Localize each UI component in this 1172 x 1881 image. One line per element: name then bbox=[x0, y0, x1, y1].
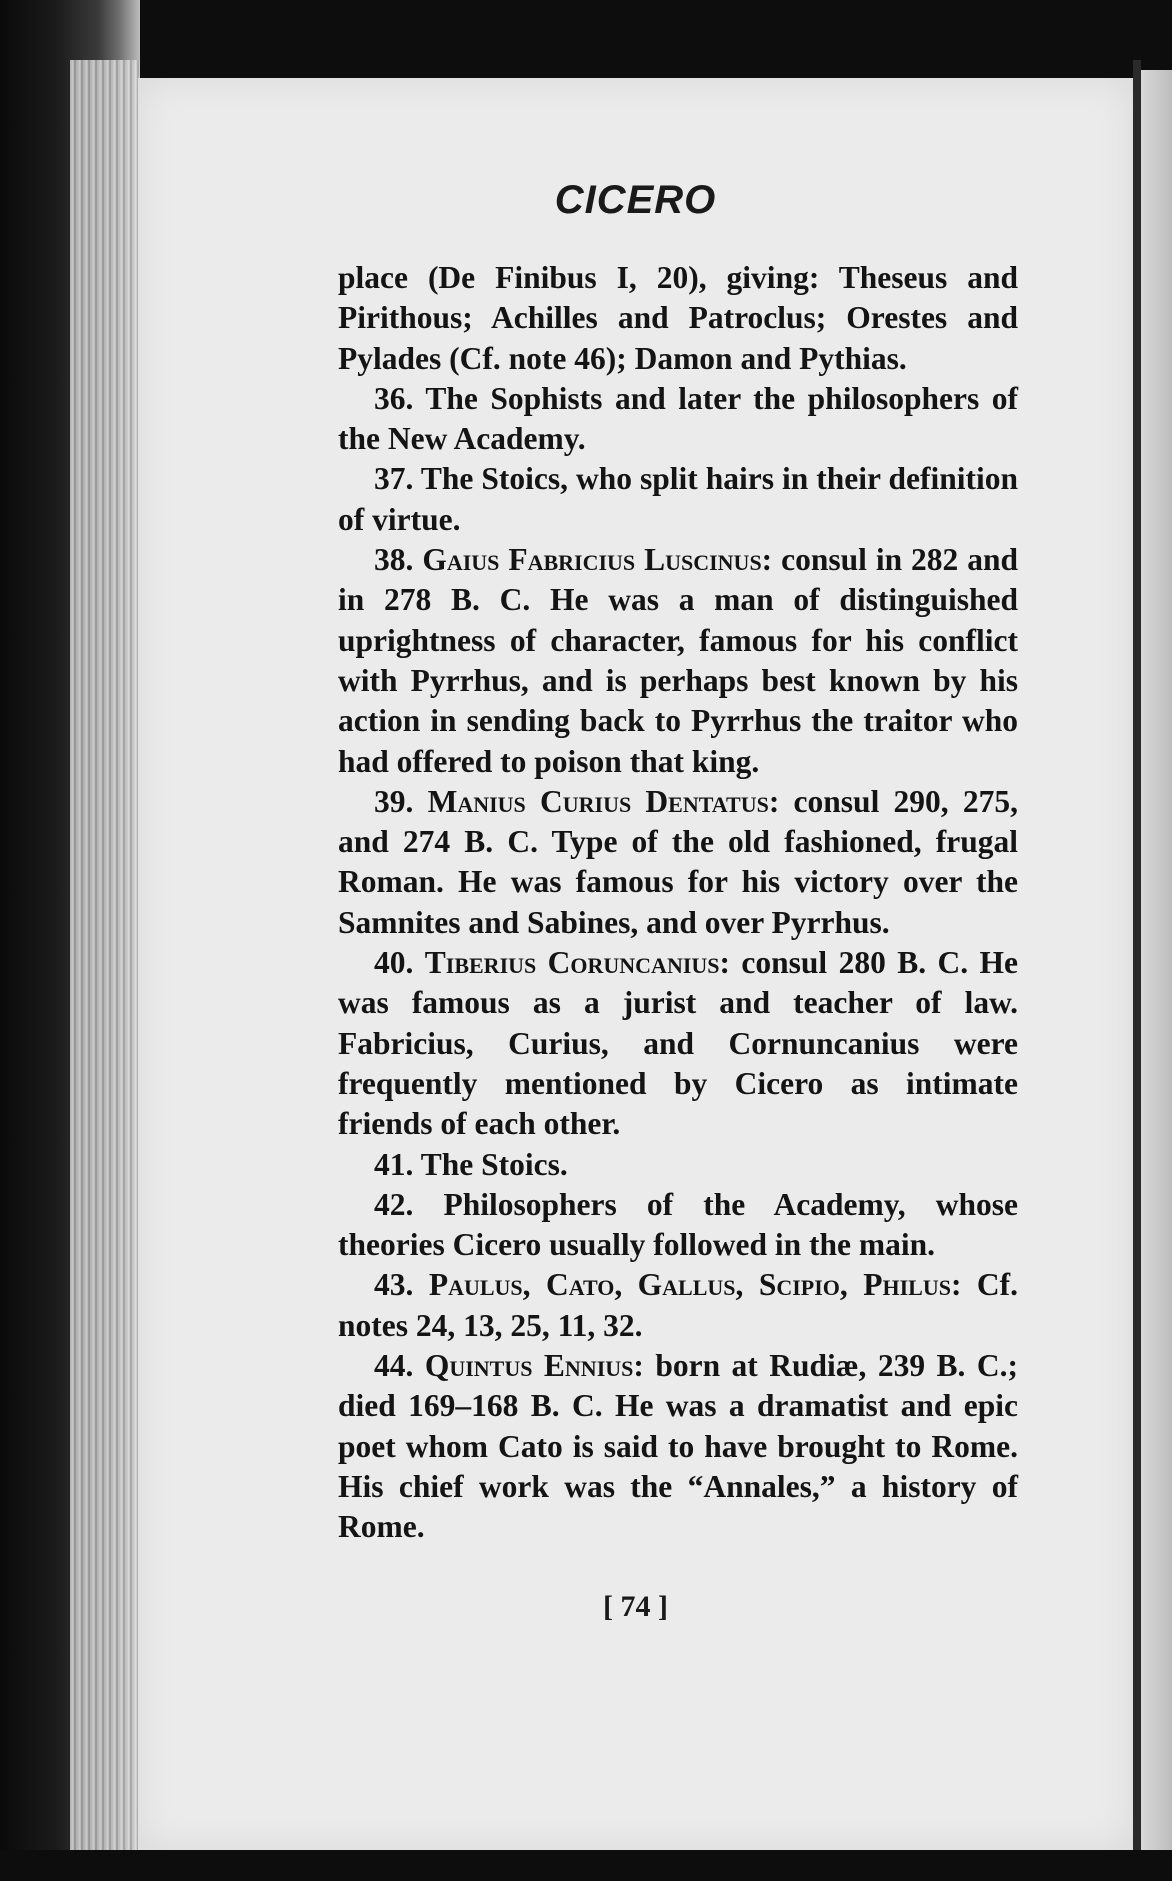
note-39 bbox=[338, 782, 1018, 943]
note-42 bbox=[338, 1185, 1018, 1266]
note-text: Cf. notes 24, 13, 25, 11, 32. bbox=[338, 1267, 1019, 1343]
page-text bbox=[338, 258, 1018, 1548]
note-text: consul in 282 and in 278 B. C. He was a man of distinguished uprightness of character, famous for his conflict with Pyrrhus, and is perhaps best known by his action in sending back to Pyrrhus the traitor who had offered to poison that king. bbox=[338, 542, 1019, 779]
note-text: Philosophers of the Academy, whose theories Cicero usually followed in the main. bbox=[338, 1186, 1019, 1263]
note-text: consul 280 B. C. He was famous as a jurist and teacher of law. Fabricius, Curius, and Cornuncanius were frequently mentioned by Cicero as intimate friends of each other. bbox=[338, 945, 1018, 1142]
note-number: 38. bbox=[374, 542, 414, 578]
note-41 bbox=[338, 1145, 1018, 1185]
note-number: 42. bbox=[374, 1186, 414, 1222]
note-44 bbox=[338, 1346, 1018, 1547]
facing-page-gutter bbox=[1133, 60, 1141, 1850]
note-text: born at Rudiæ, 239 B. C.; died 169–168 B. C. He was a dramatist and epic poet whom Cato is said to have brought to Rome. His chief work was the “Annales,” a history of Rome. bbox=[338, 1348, 1018, 1545]
scan-border-bottom bbox=[0, 1850, 1172, 1881]
note-38 bbox=[338, 540, 1018, 782]
note-number: 41. bbox=[374, 1146, 414, 1182]
page-block-edge bbox=[70, 60, 140, 1860]
note-number: 39. bbox=[374, 783, 414, 819]
note-number: 37. bbox=[374, 461, 414, 497]
note-number: 40. bbox=[374, 945, 414, 981]
continuation-paragraph: place (De Finibus I, 20), giving: Theseus and Pirithous; Achilles and Patroclus; Orestes and Pylades (Cf. note 46); Damon and Pythias. bbox=[338, 260, 1018, 376]
note-text: The Stoics. bbox=[420, 1146, 568, 1182]
note-number: 36. bbox=[374, 380, 414, 416]
note-text: The Sophists and later the philosophers of the New Academy. bbox=[338, 380, 1018, 457]
note-number: 43. bbox=[374, 1267, 414, 1303]
note-heading: Manius Curius Dentatus: bbox=[427, 783, 780, 819]
note-number: 44. bbox=[374, 1348, 414, 1384]
note-text: consul 290, 275, and 274 B. C. Type of the old fashioned, frugal Roman. He was famous for his victory over the Samnites and Sabines, and over Pyrrhus. bbox=[338, 783, 1019, 940]
note-heading: Quintus Ennius: bbox=[424, 1348, 644, 1384]
scan-border-top bbox=[0, 0, 1172, 78]
note-heading: Paulus, Cato, Gallus, Scipio, Philus: bbox=[428, 1267, 962, 1303]
page-number: [ 74 ] bbox=[603, 1590, 668, 1623]
note-heading: Tiberius Coruncanius: bbox=[424, 945, 731, 981]
note-37 bbox=[338, 459, 1018, 540]
note-43 bbox=[338, 1265, 1018, 1346]
note-36 bbox=[338, 379, 1018, 460]
facing-page-edge bbox=[1141, 70, 1172, 1850]
running-head: CICERO bbox=[554, 178, 717, 222]
note-heading: Gaius Fabricius Luscinus: bbox=[422, 542, 773, 578]
note-text: The Stoics, who split hairs in their definition of virtue. bbox=[338, 461, 1018, 537]
note-40 bbox=[338, 943, 1018, 1144]
